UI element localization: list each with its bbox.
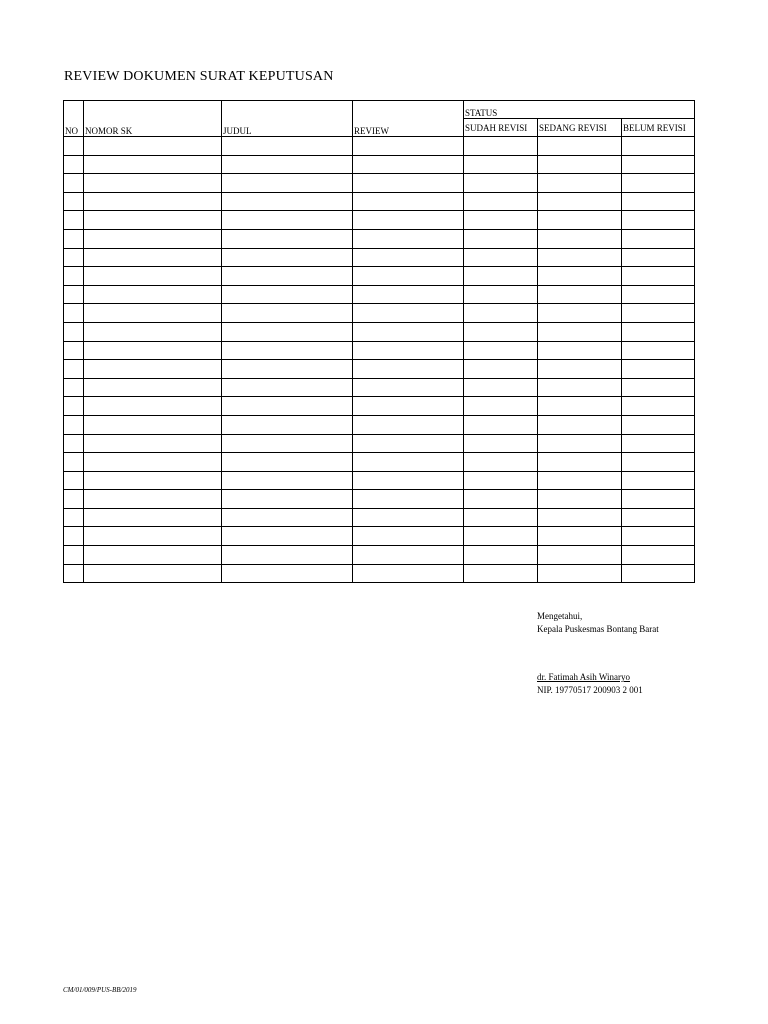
table-cell xyxy=(64,527,84,546)
table-cell xyxy=(222,285,353,304)
table-cell xyxy=(84,360,222,379)
table-cell xyxy=(622,304,695,323)
table-cell xyxy=(622,471,695,490)
table-cell xyxy=(353,155,464,174)
table-row xyxy=(64,360,695,379)
table-row xyxy=(64,453,695,472)
table-cell xyxy=(222,471,353,490)
table-cell xyxy=(538,508,622,527)
table-cell xyxy=(464,155,538,174)
table-cell xyxy=(64,546,84,565)
table-cell xyxy=(64,267,84,286)
table-cell xyxy=(222,248,353,267)
table-cell xyxy=(538,155,622,174)
column-header-nomor-sk: NOMOR SK xyxy=(84,101,222,137)
table-cell xyxy=(622,285,695,304)
table-cell xyxy=(622,415,695,434)
table-cell xyxy=(538,267,622,286)
table-cell xyxy=(222,322,353,341)
signature-position: Kepala Puskesmas Bontang Barat xyxy=(537,624,659,634)
table-cell xyxy=(353,378,464,397)
table-row xyxy=(64,285,695,304)
table-cell xyxy=(622,453,695,472)
table-cell xyxy=(84,285,222,304)
table-cell xyxy=(222,434,353,453)
table-cell xyxy=(353,211,464,230)
column-header-sedang-revisi: SEDANG REVISI xyxy=(538,119,622,137)
table-cell xyxy=(222,397,353,416)
table-cell xyxy=(64,155,84,174)
table-cell xyxy=(622,211,695,230)
table-cell xyxy=(64,360,84,379)
table-cell xyxy=(538,471,622,490)
table-cell xyxy=(64,564,84,583)
table-cell xyxy=(222,508,353,527)
table-cell xyxy=(538,527,622,546)
table-cell xyxy=(84,304,222,323)
table-cell xyxy=(464,137,538,156)
table-cell xyxy=(64,490,84,509)
table-cell xyxy=(84,527,222,546)
table-cell xyxy=(538,174,622,193)
table-cell xyxy=(64,285,84,304)
table-cell xyxy=(622,267,695,286)
table-cell xyxy=(222,360,353,379)
table-cell xyxy=(353,490,464,509)
table-cell xyxy=(353,174,464,193)
table-cell xyxy=(464,211,538,230)
table-row xyxy=(64,490,695,509)
table-cell xyxy=(464,174,538,193)
table-row xyxy=(64,229,695,248)
table-row xyxy=(64,527,695,546)
table-cell xyxy=(222,341,353,360)
table-cell xyxy=(64,248,84,267)
table-cell xyxy=(84,341,222,360)
table-cell xyxy=(622,564,695,583)
table-cell xyxy=(353,341,464,360)
table-row xyxy=(64,546,695,565)
table-cell xyxy=(222,527,353,546)
table-cell xyxy=(622,322,695,341)
table-row xyxy=(64,508,695,527)
table-cell xyxy=(464,527,538,546)
table-cell xyxy=(353,397,464,416)
table-cell xyxy=(464,546,538,565)
table-row xyxy=(64,137,695,156)
table-cell xyxy=(84,508,222,527)
table-cell xyxy=(64,192,84,211)
table-cell xyxy=(353,564,464,583)
table-cell xyxy=(464,322,538,341)
table-cell xyxy=(538,453,622,472)
table-cell xyxy=(84,192,222,211)
table-row xyxy=(64,564,695,583)
table-cell xyxy=(622,508,695,527)
table-row xyxy=(64,211,695,230)
table-cell xyxy=(84,471,222,490)
table-cell xyxy=(84,415,222,434)
table-row xyxy=(64,378,695,397)
table-cell xyxy=(622,378,695,397)
table-cell xyxy=(538,378,622,397)
table-cell xyxy=(222,564,353,583)
table-cell xyxy=(84,229,222,248)
table-cell xyxy=(622,155,695,174)
table-cell xyxy=(353,434,464,453)
table-cell xyxy=(538,192,622,211)
table-cell xyxy=(622,192,695,211)
table-cell xyxy=(622,397,695,416)
table-cell xyxy=(622,527,695,546)
signature-nip: NIP. 19770517 200903 2 001 xyxy=(537,685,643,695)
table-cell xyxy=(622,137,695,156)
table-cell xyxy=(538,546,622,565)
table-cell xyxy=(222,155,353,174)
table-cell xyxy=(84,434,222,453)
table-cell xyxy=(84,174,222,193)
table-cell xyxy=(622,341,695,360)
table-cell xyxy=(222,192,353,211)
table-row xyxy=(64,155,695,174)
table-cell xyxy=(538,360,622,379)
table-cell xyxy=(84,453,222,472)
table-cell xyxy=(222,453,353,472)
table-cell xyxy=(464,229,538,248)
table-cell xyxy=(353,546,464,565)
table-cell xyxy=(464,304,538,323)
column-header-sudah-revisi: SUDAH REVISI xyxy=(464,119,538,137)
table-cell xyxy=(538,415,622,434)
table-cell xyxy=(353,229,464,248)
footer-document-code: CM/01/009/PUS-BB/2019 xyxy=(63,986,137,994)
table-cell xyxy=(64,508,84,527)
signature-acknowledged: Mengetahui, xyxy=(537,611,583,621)
table-cell xyxy=(464,471,538,490)
document-title: REVIEW DOKUMEN SURAT KEPUTUSAN xyxy=(64,69,334,84)
table-row xyxy=(64,267,695,286)
table-cell xyxy=(353,248,464,267)
table-cell xyxy=(64,397,84,416)
table-row xyxy=(64,322,695,341)
table-row xyxy=(64,192,695,211)
table-cell xyxy=(464,341,538,360)
review-table xyxy=(63,100,695,583)
table-cell xyxy=(353,415,464,434)
table-cell xyxy=(353,304,464,323)
table-cell xyxy=(222,229,353,248)
table-cell xyxy=(538,248,622,267)
table-cell xyxy=(64,471,84,490)
table-cell xyxy=(84,267,222,286)
table-cell xyxy=(464,378,538,397)
table-row xyxy=(64,174,695,193)
table-cell xyxy=(84,248,222,267)
table-cell xyxy=(222,267,353,286)
table-row xyxy=(64,341,695,360)
table-cell xyxy=(84,397,222,416)
table-cell xyxy=(222,137,353,156)
table-cell xyxy=(84,490,222,509)
table-cell xyxy=(353,137,464,156)
table-cell xyxy=(64,211,84,230)
table-cell xyxy=(84,546,222,565)
table-cell xyxy=(353,322,464,341)
table-cell xyxy=(64,229,84,248)
table-cell xyxy=(538,137,622,156)
table-header-row-1 xyxy=(64,101,695,119)
table-cell xyxy=(538,211,622,230)
table-cell xyxy=(464,453,538,472)
table-cell xyxy=(464,490,538,509)
table-cell xyxy=(64,378,84,397)
table-cell xyxy=(84,564,222,583)
table-cell xyxy=(222,211,353,230)
table-cell xyxy=(84,155,222,174)
table-cell xyxy=(538,397,622,416)
table-cell xyxy=(222,174,353,193)
table-cell xyxy=(622,248,695,267)
table-cell xyxy=(622,174,695,193)
table-row xyxy=(64,471,695,490)
table-cell xyxy=(464,285,538,304)
table-cell xyxy=(464,192,538,211)
table-cell xyxy=(64,453,84,472)
table-cell xyxy=(64,434,84,453)
table-cell xyxy=(84,378,222,397)
table-cell xyxy=(353,192,464,211)
table-row xyxy=(64,304,695,323)
column-header-judul: JUDUL xyxy=(222,101,353,137)
table-row xyxy=(64,248,695,267)
table-cell xyxy=(64,304,84,323)
table-cell xyxy=(64,137,84,156)
table-cell xyxy=(222,546,353,565)
table-cell xyxy=(464,397,538,416)
column-header-no: NO xyxy=(64,101,84,137)
table-row xyxy=(64,434,695,453)
table-cell xyxy=(464,360,538,379)
table-cell xyxy=(353,360,464,379)
table-cell xyxy=(622,360,695,379)
table-cell xyxy=(84,137,222,156)
table-cell xyxy=(464,248,538,267)
table-cell xyxy=(353,285,464,304)
table-cell xyxy=(464,508,538,527)
table-cell xyxy=(464,434,538,453)
table-cell xyxy=(353,267,464,286)
table-cell xyxy=(538,322,622,341)
table-cell xyxy=(538,434,622,453)
table-cell xyxy=(64,341,84,360)
table-row xyxy=(64,397,695,416)
table-cell xyxy=(64,415,84,434)
table-cell xyxy=(84,211,222,230)
table-cell xyxy=(353,471,464,490)
signature-name: dr. Fatimah Asih Winaryo xyxy=(537,672,630,682)
table-cell xyxy=(622,546,695,565)
table-row xyxy=(64,415,695,434)
table-cell xyxy=(538,341,622,360)
table-cell xyxy=(538,285,622,304)
table-cell xyxy=(64,174,84,193)
table-cell xyxy=(538,229,622,248)
table-cell xyxy=(222,378,353,397)
table-cell xyxy=(353,508,464,527)
column-header-belum-revisi: BELUM REVISI xyxy=(622,119,695,137)
table-cell xyxy=(222,304,353,323)
column-header-review: REVIEW xyxy=(353,101,464,137)
table-cell xyxy=(538,304,622,323)
table-cell xyxy=(622,229,695,248)
table-cell xyxy=(222,415,353,434)
table-cell xyxy=(353,527,464,546)
table-cell xyxy=(538,564,622,583)
table-cell xyxy=(222,490,353,509)
column-group-status: STATUS xyxy=(464,101,695,119)
table-cell xyxy=(464,267,538,286)
table-cell xyxy=(464,564,538,583)
table-cell xyxy=(64,322,84,341)
table-cell xyxy=(464,415,538,434)
table-cell xyxy=(353,453,464,472)
table-cell xyxy=(622,434,695,453)
table-cell xyxy=(622,490,695,509)
table-cell xyxy=(538,490,622,509)
table-cell xyxy=(84,322,222,341)
